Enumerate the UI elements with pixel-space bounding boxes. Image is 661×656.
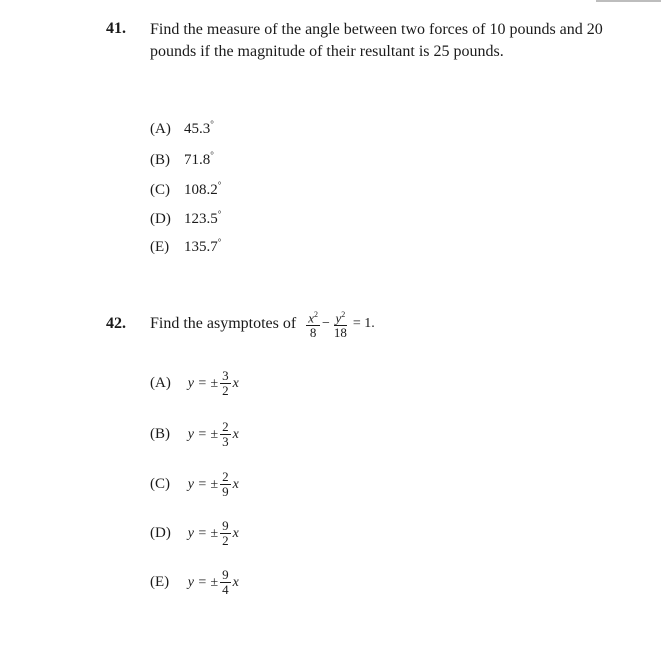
- fraction: [220, 420, 231, 449]
- equation-prefix: y = ±: [187, 426, 219, 442]
- option-equation: [188, 519, 239, 548]
- option-letter: (D): [150, 524, 171, 541]
- equation-prefix: y = ±: [187, 525, 219, 541]
- option-letter: (A): [150, 374, 171, 391]
- degree-symbol: °: [210, 119, 214, 129]
- question-number: 42.: [106, 315, 126, 332]
- option-letter: (E): [150, 239, 170, 255]
- option-letter: (C): [150, 182, 170, 198]
- minus-sign: −: [322, 315, 330, 331]
- denominator: 9: [222, 484, 229, 499]
- option-letter: (A): [150, 121, 171, 137]
- answer-option-e[interactable]: [150, 568, 239, 597]
- equation-rhs: = 1.: [352, 315, 375, 331]
- denominator: 4: [222, 582, 229, 597]
- answer-option-d[interactable]: [150, 519, 239, 548]
- question-text: Find the measure of the angle between two forces of 10 pounds and 20 pounds if the magnitude of their resultant is 25 pounds.: [150, 21, 603, 60]
- denominator: 3: [222, 434, 229, 449]
- equation-variable: x: [232, 375, 239, 391]
- denominator: 2: [222, 533, 229, 548]
- option-value: 108.2: [184, 182, 218, 198]
- denominator: 8: [309, 325, 317, 341]
- degree-symbol: °: [210, 150, 214, 160]
- option-equation: [188, 420, 239, 449]
- denominator: 18: [333, 325, 347, 341]
- question-number: 41.: [106, 20, 126, 37]
- option-equation: [188, 470, 239, 499]
- numerator: 2: [222, 419, 229, 434]
- numerator: 9: [222, 567, 229, 582]
- question-prompt: Find the asymptotes of: [150, 315, 297, 332]
- fraction: [332, 308, 349, 340]
- answer-option-b[interactable]: [150, 420, 239, 449]
- option-letter: (C): [150, 475, 170, 492]
- equation-variable: x: [232, 476, 239, 492]
- answer-option-c[interactable]: [150, 470, 239, 499]
- answer-option-a[interactable]: [150, 119, 214, 138]
- answer-option-a[interactable]: [150, 369, 239, 398]
- fraction: [220, 369, 231, 398]
- fraction: [306, 308, 320, 340]
- equation-prefix: y = ±: [187, 574, 219, 590]
- answer-option-d[interactable]: [150, 209, 221, 228]
- answer-option-c[interactable]: [150, 180, 221, 199]
- degree-symbol: °: [217, 237, 222, 247]
- equation-prefix: y = ±: [187, 375, 219, 391]
- option-equation: [188, 568, 239, 597]
- numerator-variable: y: [335, 310, 342, 326]
- numerator-variable: x: [308, 310, 314, 326]
- exponent: 2: [314, 309, 318, 319]
- option-letter: (B): [150, 425, 170, 442]
- option-letter: (B): [150, 152, 170, 168]
- question-text: [150, 304, 620, 344]
- option-value: 45.3: [184, 121, 211, 137]
- answer-option-e[interactable]: [150, 237, 221, 256]
- option-letter: (E): [150, 573, 170, 590]
- numerator: 3: [222, 368, 229, 383]
- equation-variable: x: [232, 525, 239, 541]
- numerator: 2: [222, 469, 229, 484]
- degree-symbol: °: [217, 209, 222, 219]
- numerator: 9: [222, 518, 229, 533]
- denominator: 2: [222, 383, 229, 398]
- equation-prefix: y = ±: [187, 476, 219, 492]
- option-value: 71.8: [184, 152, 211, 168]
- option-value: 123.5: [184, 211, 218, 227]
- fraction: [220, 568, 231, 597]
- fraction: [220, 470, 231, 499]
- option-value: 135.7: [184, 239, 218, 255]
- degree-symbol: °: [217, 180, 222, 190]
- exponent: 2: [341, 309, 346, 319]
- equation-variable: x: [232, 574, 239, 590]
- hyperbola-equation: [304, 308, 375, 340]
- page-header-rule: [596, 0, 661, 2]
- fraction: [220, 519, 231, 548]
- equation-variable: x: [232, 426, 239, 442]
- option-equation: [188, 369, 239, 398]
- answer-option-b[interactable]: [150, 150, 214, 169]
- option-letter: (D): [150, 211, 171, 227]
